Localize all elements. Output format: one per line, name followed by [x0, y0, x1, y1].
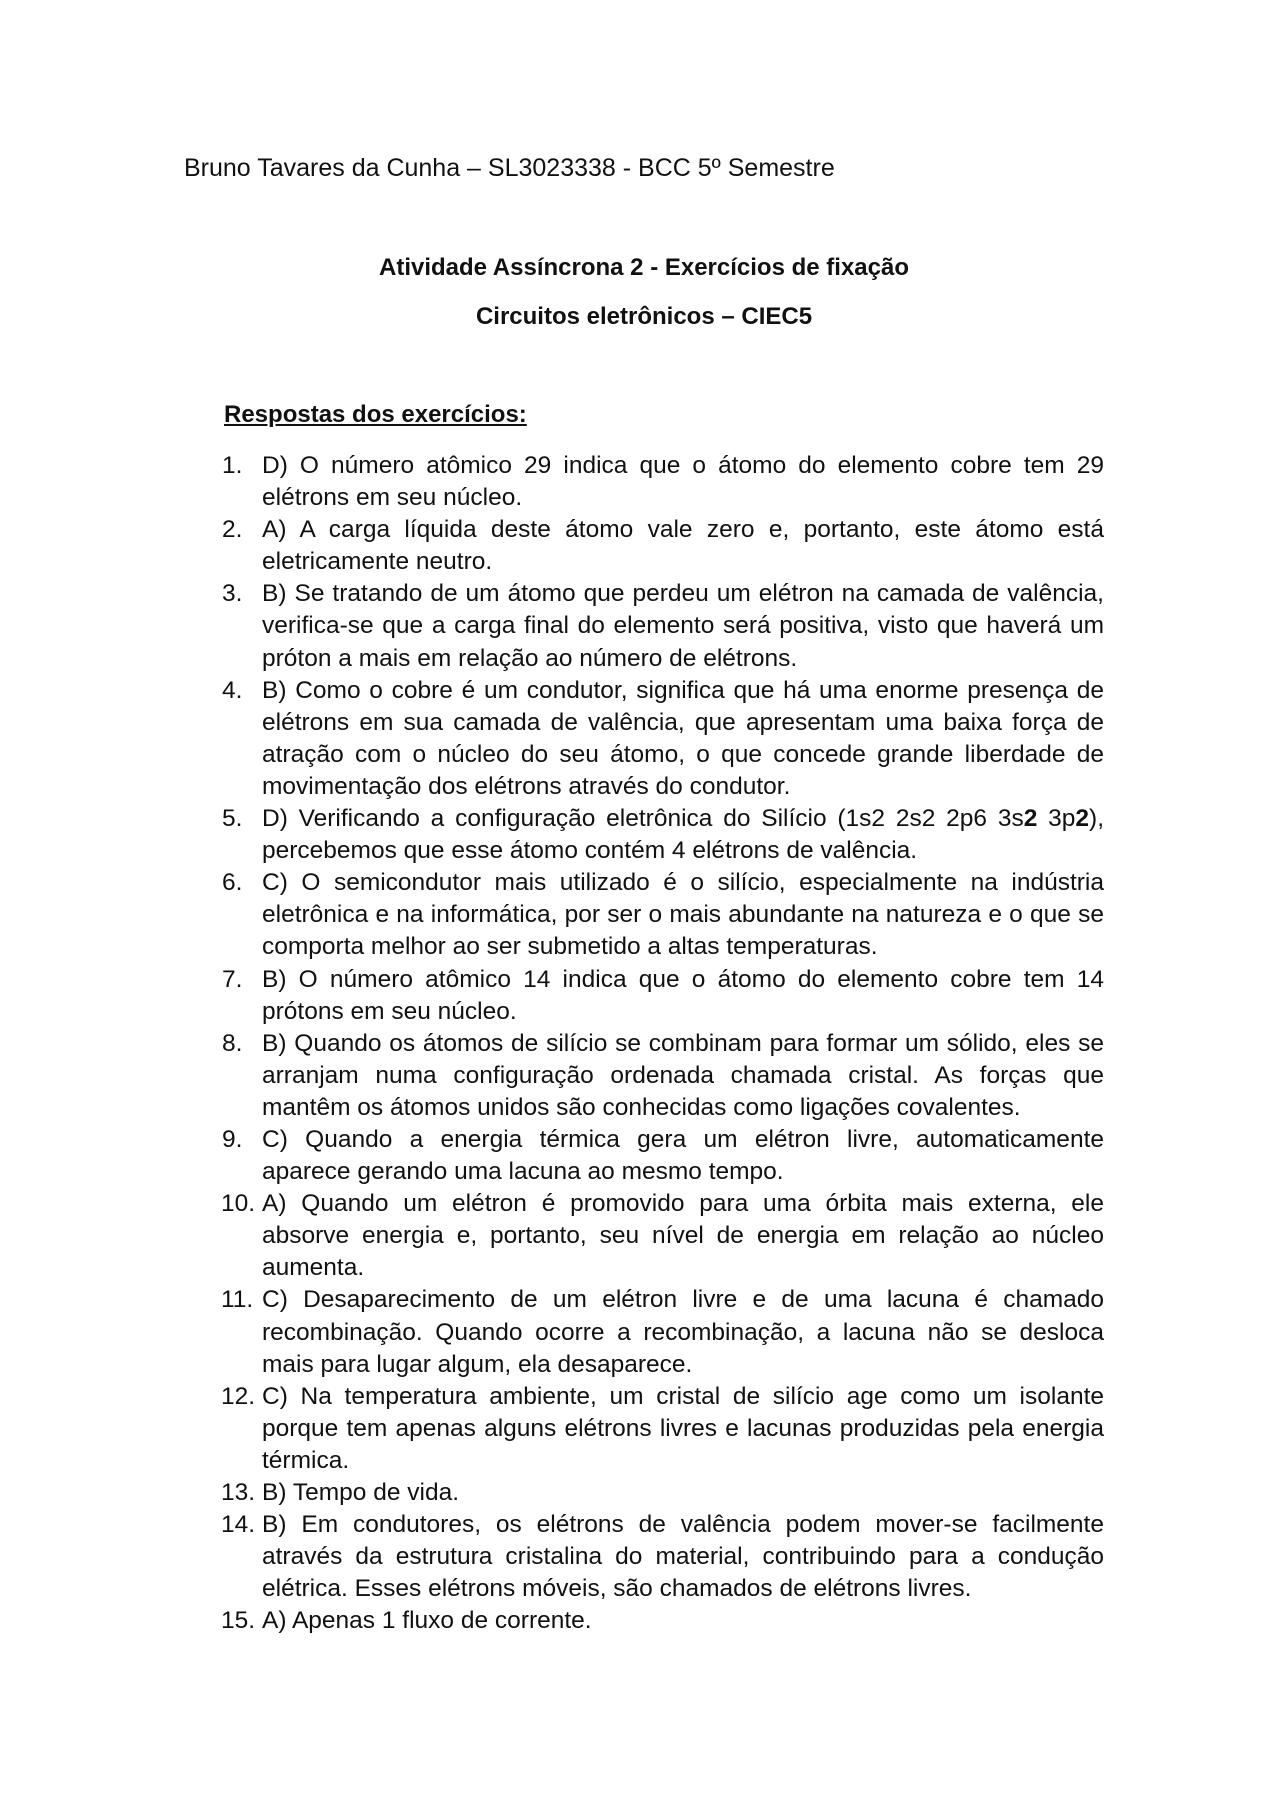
answer-item-3: [0, 578, 1104, 674]
exponent-bold: 2: [1075, 805, 1090, 833]
document-subtitle: Circuitos eletrônicos – CIEC5: [475, 303, 813, 330]
answer-number: 14.: [221, 1511, 256, 1539]
answer-number: 10.: [221, 1190, 256, 1218]
answer-text: B) Em condutores, os elétrons de valência podem mover-se facilmente através da estrutura cristalina do material, contribuindo para a condução elétrica. Esses elétrons móveis, são chamados de elétrons livres.: [262, 1511, 1104, 1603]
answer-item-1: [0, 450, 1104, 514]
author-line: Bruno Tavares da Cunha – SL3023338 - BCC 5º Semestre: [184, 154, 835, 182]
answer-item-4: [0, 675, 1104, 803]
answer-text: D) O número atômico 29 indica que o átomo do elemento cobre tem 29 elétrons em seu núcleo.: [262, 452, 1104, 512]
answer-number: 9.: [222, 1125, 243, 1153]
answer-number: 2.: [222, 516, 243, 544]
answer-text: B) Como o cobre é um condutor, significa que há uma enorme presença de elétrons em sua camada de valência, que apresentam uma baixa força de atração com o núcleo do seu átomo, o que concede grande liberdade de movimentação dos elétrons através do condutor.: [262, 676, 1104, 800]
answer-item-12: [0, 1381, 1104, 1477]
answer-number: 12.: [221, 1382, 256, 1410]
answer-number: 3.: [222, 580, 243, 608]
document-title: Atividade Assíncrona 2 - Exercícios de fixação: [379, 254, 909, 281]
answer-number: 15.: [221, 1607, 256, 1635]
answer-number: 8.: [222, 1029, 243, 1057]
answer-text: B) Quando os átomos de silício se combinam para formar um sólido, eles se arranjam numa configuração ordenada chamada cristal. As forças que mantêm os átomos unidos são conhecidas como ligações covalentes.: [262, 1029, 1104, 1121]
answer-number: 6.: [222, 869, 243, 897]
answer-text: C) O semicondutor mais utilizado é o silício, especialmente na indústria eletrônica e na informática, por ser o mais abundante na natureza e o que se comporta melhor ao ser submetido a altas temperaturas.: [262, 869, 1104, 961]
answer-item-8: [0, 1028, 1104, 1124]
answer-text: A) A carga líquida deste átomo vale zero e, portanto, este átomo está eletricamente neutro.: [262, 516, 1104, 576]
answer-number: 7.: [222, 965, 243, 993]
answer-item-13: [0, 1477, 1104, 1509]
answer-number: 5.: [222, 805, 243, 833]
answer-item-14: [0, 1509, 1104, 1605]
answer-item-7: [0, 964, 1104, 1028]
answer-text-part: D) Verificando a configuração eletrônica do Silício (1s2 2s2 2p6 3s: [262, 805, 1024, 833]
answer-item-2: [0, 514, 1104, 578]
answer-text: B) Se tratando de um átomo que perdeu um elétron na camada de valência, verifica-se que a carga final do elemento será positiva, visto que haverá um próton a mais em relação ao número de elétrons.: [262, 580, 1104, 672]
answer-item-5: [0, 803, 1104, 867]
answers-heading: Respostas dos exercícios:: [224, 401, 527, 428]
answer-text: C) Na temperatura ambiente, um cristal de silício age como um isolante porque tem apenas alguns elétrons livres e lacunas produzidas pela energia térmica.: [262, 1382, 1104, 1474]
answer-item-15: [0, 1605, 1104, 1637]
answer-text: B) O número atômico 14 indica que o átomo do elemento cobre tem 14 prótons em seu núcleo.: [262, 965, 1104, 1025]
answer-item-11: [0, 1284, 1104, 1380]
answer-number: 11.: [221, 1286, 254, 1314]
answer-number: 4.: [222, 676, 243, 704]
answer-item-6: [0, 867, 1104, 963]
answer-number: 1.: [222, 452, 243, 479]
answer-text: C) Desaparecimento de um elétron livre e de uma lacuna é chamado recombinação. Quando ocorre a recombinação, a lacuna não se desloca mais para lugar algum, ela desaparece.: [262, 1286, 1104, 1378]
answer-text: B) Tempo de vida.: [262, 1479, 460, 1506]
exponent-bold: 2: [1023, 805, 1038, 833]
answers-list: [0, 450, 1280, 1637]
answer-text: A) Apenas 1 fluxo de corrente.: [262, 1607, 592, 1635]
answer-number: 13.: [221, 1479, 256, 1506]
answer-item-9: [0, 1124, 1104, 1188]
answer-text-part: 3p: [1037, 805, 1076, 833]
answer-text-part: ), percebemos que esse átomo contém 4 elétrons de valência.: [262, 805, 1105, 865]
answer-text: C) Quando a energia térmica gera um elétron livre, automaticamente aparece gerando uma lacuna ao mesmo tempo.: [262, 1125, 1104, 1186]
answer-text: [262, 805, 1104, 864]
answer-text: A) Quando um elétron é promovido para uma órbita mais externa, ele absorve energia e, portanto, seu nível de energia em relação ao núcleo aumenta.: [262, 1190, 1104, 1282]
answer-item-10: [0, 1188, 1104, 1284]
